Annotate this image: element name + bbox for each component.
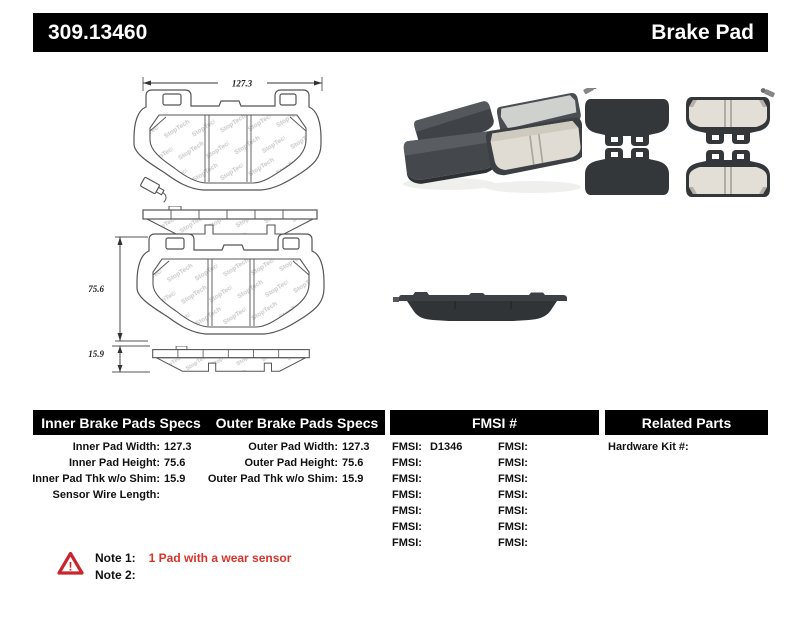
fmsi-row: FMSI: — [498, 537, 528, 549]
hardware-kit-row: Hardware Kit #: — [608, 441, 689, 453]
related-parts-header: Related Parts — [641, 414, 732, 431]
fmsi-row: FMSI: — [498, 473, 528, 485]
note-1-text: 1 Pad with a wear sensor — [148, 551, 292, 565]
spec-inner-pad-height: Inner Pad Height: 75.6 — [68, 457, 186, 469]
photo-pad-inner-bottom — [585, 148, 669, 195]
svg-text:!: ! — [68, 559, 73, 574]
dimension-width-label: 127.3 — [231, 78, 253, 89]
photo-pad-outer-bottom — [686, 150, 770, 197]
spec-inner-pad-width: Inner Pad Width: 127.3 — [72, 441, 192, 453]
note-2 — [95, 568, 149, 582]
outer-specs-column — [206, 439, 370, 487]
pad-edge-photo — [393, 288, 571, 326]
pad-top-view-1 — [143, 206, 317, 234]
wear-sensor-drawing — [139, 177, 171, 202]
fmsi-header-bar — [390, 410, 599, 435]
brake-pad-technical-drawing — [60, 70, 340, 380]
fmsi-column-1 — [392, 439, 462, 551]
spec-sensor-wire-length: Sensor Wire Length: — [52, 489, 160, 501]
fmsi-row: FMSI: — [392, 457, 422, 469]
fmsi-header: FMSI # — [471, 414, 518, 431]
inner-specs-header: Inner Brake Pads Specs — [41, 414, 201, 431]
fmsi-row: FMSI: — [498, 489, 528, 501]
related-parts-column — [608, 439, 697, 455]
fmsi-row: FMSI: D1346 — [392, 441, 463, 453]
pad-edge-view-2 — [153, 346, 310, 371]
note-2-label: Note 2: — [95, 568, 136, 582]
dimension-height-label: 75.6 — [88, 284, 104, 294]
fmsi-row: FMSI: — [498, 457, 528, 469]
photo-pad-front-left — [403, 131, 499, 186]
wear-sensor-photo — [583, 88, 598, 94]
fmsi-column-2 — [498, 439, 536, 551]
title-bar — [33, 13, 768, 52]
dimension-thickness — [88, 346, 150, 372]
inner-specs-column — [28, 439, 192, 503]
fmsi-row: FMSI: — [392, 521, 422, 533]
fmsi-row: FMSI: — [498, 441, 528, 453]
spec-outer-pad-height: Outer Pad Height: 75.6 — [244, 457, 364, 469]
note-1 — [95, 551, 291, 565]
specs-header-bar — [33, 410, 385, 435]
spec-outer-pad-width: Outer Pad Width: 127.3 — [248, 441, 370, 453]
pads-group-photo — [397, 86, 582, 194]
fmsi-row: FMSI: — [392, 537, 422, 549]
outer-specs-header: Outer Brake Pads Specs — [215, 414, 379, 431]
note-1-label: Note 1: — [95, 551, 136, 565]
pad-front-view-1 — [134, 90, 321, 190]
fmsi-row: FMSI: — [392, 505, 422, 517]
wear-sensor-photo — [760, 88, 775, 98]
pads-grid-photo — [580, 88, 778, 200]
pad-front-view-2 — [137, 234, 324, 334]
dimension-width — [143, 77, 322, 91]
photo-pad-outer-top — [686, 88, 775, 144]
warning-triangle-icon — [57, 551, 84, 576]
related-header-bar — [605, 410, 768, 435]
fmsi-row: FMSI: — [498, 521, 528, 533]
dimension-thickness-label: 15.9 — [88, 349, 104, 359]
spec-inner-pad-thickness: Inner Pad Thk w/o Shim: 15.9 — [32, 473, 186, 485]
fmsi-row: FMSI: — [392, 473, 422, 485]
part-number: 309.13460 — [48, 20, 148, 44]
photo-pad-inner-top — [583, 88, 669, 146]
fmsi-row: FMSI: — [498, 505, 528, 517]
spec-outer-pad-thickness: Outer Pad Thk w/o Shim: 15.9 — [207, 473, 364, 485]
page-title: Brake Pad — [651, 20, 754, 44]
fmsi-row: FMSI: — [392, 489, 422, 501]
